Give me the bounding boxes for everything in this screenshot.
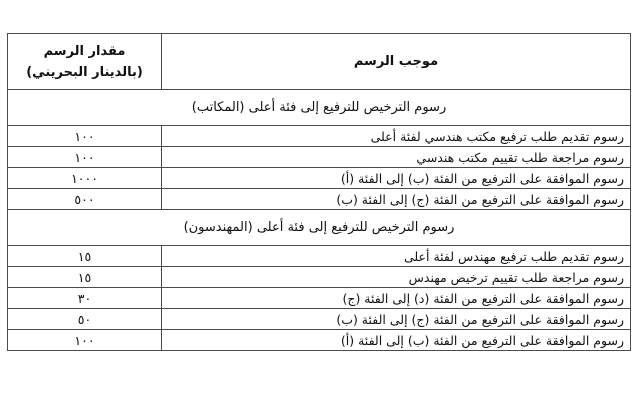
fee-amount: ٣٠ (8, 288, 162, 309)
fee-description: رسوم تقديم طلب ترفيع مهندس لفئة أعلى (162, 246, 631, 267)
table-row (8, 309, 631, 330)
fee-description: رسوم الموافقة على الترفيع من الفئة (ج) إلى الفئة (ب) (162, 309, 631, 330)
fee-description: رسوم مراجعة طلب تقييم ترخيص مهندس (162, 267, 631, 288)
fee-description: رسوم الموافقة على الترفيع من الفئة (ب) إلى الفئة (أ) (162, 330, 631, 351)
fee-amount: ٥٠ (8, 309, 162, 330)
fee-amount: ١٥ (8, 246, 162, 267)
table-row (8, 267, 631, 288)
fee-amount: ١٠٠ (8, 147, 162, 168)
fee-amount: ١٠٠ (8, 330, 162, 351)
fees-table (7, 33, 631, 351)
fee-amount: ١٥ (8, 267, 162, 288)
fee-description: رسوم الموافقة على الترفيع من الفئة (ب) إلى الفئة (أ) (162, 168, 631, 189)
amount-header-line-2: (بالدينار البحريني) (26, 64, 143, 80)
fee-description: رسوم مراجعة طلب تقييم مكتب هندسي (162, 147, 631, 168)
section-header-row (8, 90, 631, 126)
section-title: رسوم الترخيص للترفيع إلى فئة أعلى (المكاتب) (8, 90, 631, 126)
table-row (8, 168, 631, 189)
fee-amount: ٥٠٠ (8, 189, 162, 210)
fee-amount: ١٠٠ (8, 126, 162, 147)
fee-amount: ١٠٠٠ (8, 168, 162, 189)
table-row (8, 330, 631, 351)
description-column-header: موجب الرسم (162, 34, 631, 90)
section-header-row (8, 210, 631, 246)
fee-description: رسوم تقديم طلب ترفيع مكتب هندسي لفئة أعلى (162, 126, 631, 147)
amount-header-line-1: مقدار الرسم (43, 43, 126, 59)
table-row (8, 246, 631, 267)
amount-column-header (8, 34, 162, 90)
table-row (8, 147, 631, 168)
table-row (8, 288, 631, 309)
fee-description: رسوم الموافقة على الترفيع من الفئة (د) إلى الفئة (ج) (162, 288, 631, 309)
table-header-row (8, 34, 631, 90)
fees-table-body (8, 90, 631, 351)
table-row (8, 126, 631, 147)
fee-description: رسوم الموافقة على الترفيع من الفئة (ج) إلى الفئة (ب) (162, 189, 631, 210)
section-title: رسوم الترخيص للترفيع إلى فئة أعلى (المهندسون) (8, 210, 631, 246)
table-row (8, 189, 631, 210)
